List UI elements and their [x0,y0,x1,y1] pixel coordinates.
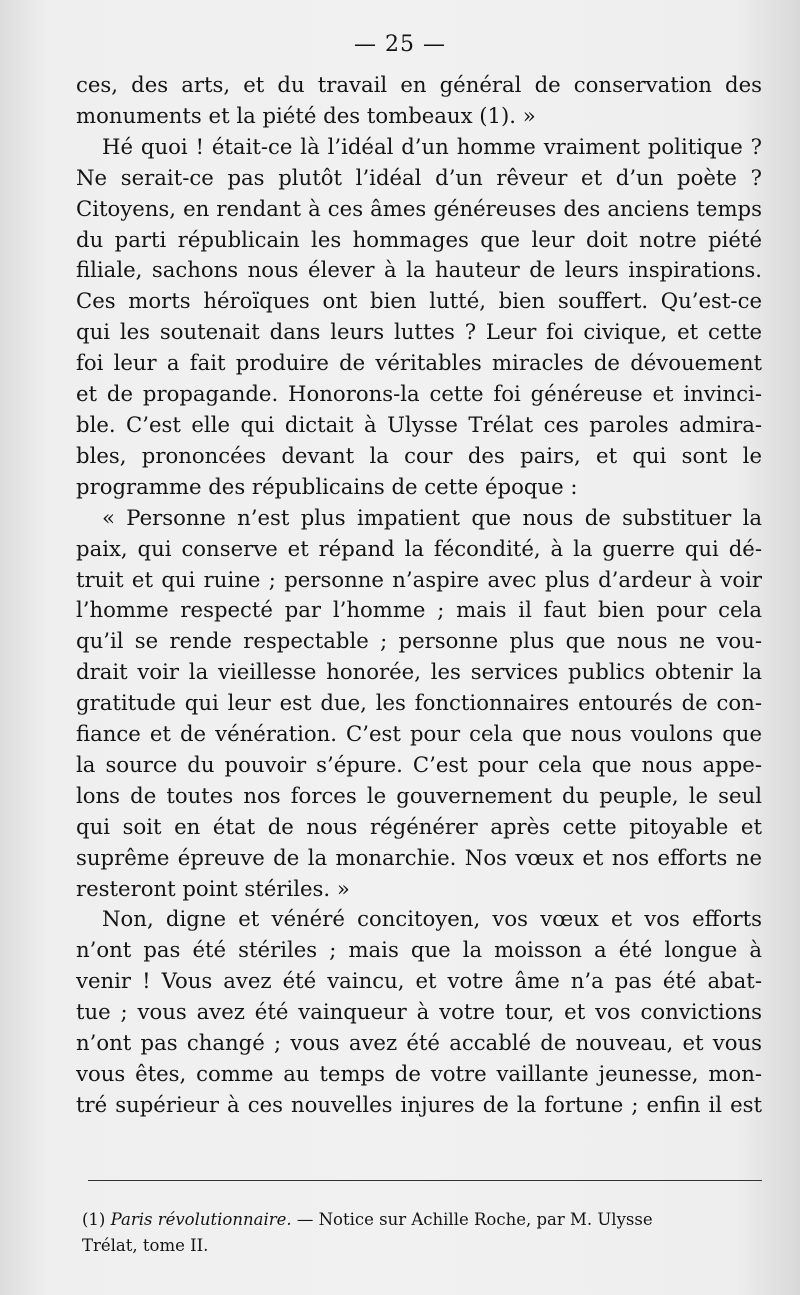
text-line: gratitude qui leur est due, les fonctionnaires entourés de con- [76,690,762,716]
text-line: suprême épreuve de la monarchie. Nos vœux et nos efforts ne [76,844,762,870]
text-line: Hé quoi ! était-ce là l’idéal d’un homme vraiment politique ? [102,133,762,159]
text-line: qui soit en état de nous régénérer après cette pitoyable et [76,813,762,839]
text-line: ble. C’est elle qui dictait à Ulysse Trélat ces paroles admira- [76,411,762,437]
text-line: fiance et de vénération. C’est pour cela que nous voulons que [76,721,762,747]
text-line: filiale, sachons nous élever à la hauteur de leurs inspirations. [76,257,762,283]
footnote-marker: (1) [82,1210,106,1229]
text-line: tue ; vous avez été vainqueur à votre tour, et vos convictions [76,999,762,1025]
text-line: monuments et la piété des tombeaux (1). » [76,102,536,128]
text-line: Citoyens, en rendant à ces âmes généreuses des anciens temps [76,195,762,221]
text-line: qui les soutenait dans leurs luttes ? Leur foi civique, et cette [76,319,762,345]
body-text [76,70,762,1121]
text-line: n’ont pas changé ; vous avez été accablé de nouveau, et vous [76,1030,762,1056]
text-line: lons de toutes nos forces le gouvernement du peuple, le seul [76,782,762,808]
text-line: bles, prononcées devant la cour des pairs, et qui sont le [76,442,762,468]
text-line: n’ont pas été stériles ; mais que la moisson a été longue à [76,937,762,963]
text-line: ces, des arts, et du travail en général de conservation des [76,72,762,97]
footnote-source-detail: — Notice sur Achille Roche, par M. Ulysse [291,1210,653,1229]
text-line: foi leur a fait produire de véritables miracles de dévouement [76,350,762,376]
text-line: la source du pouvoir s’épure. C’est pour cela que nous appe- [76,751,762,777]
footnote-source-title: Paris révolutionnaire. [110,1210,292,1229]
text-line: venir ! Vous avez été vaincu, et votre âme n’a pas été abat- [76,968,762,994]
text-line: « Personne n’est plus impatient que nous de substituer la [102,504,762,530]
footnote-line-2: Trélat, tome II. [82,1236,209,1255]
text-line: qu’il se rende respectable ; personne plus que nous ne vou- [76,628,762,654]
text-line: resteront point stériles. » [76,875,350,901]
text-line: paix, qui conserve et répand la fécondité, à la guerre qui dé- [76,535,762,561]
text-line: et de propagande. Honorons-la cette foi généreuse et invinci- [76,381,762,407]
text-line: Non, digne et vénéré concitoyen, vos vœux et vos efforts [102,906,762,932]
text-line: Ces morts héroïques ont bien lutté, bien souffert. Qu’est-ce [76,288,762,314]
footnote [82,1207,762,1259]
text-line: truit et qui ruine ; personne n’aspire avec plus d’ardeur à voir [76,566,762,592]
page-number: — 25 — [354,32,446,57]
text-line: vous êtes, comme au temps de votre vaillante jeunesse, mon- [76,1061,762,1086]
text-line: Ne serait-ce pas plutôt l’idéal d’un rêveur et d’un poète ? [76,164,762,190]
text-line: du parti républicain les hommages que leur doit notre piété [76,226,762,252]
text-line: tré supérieur à ces nouvelles injures de la fortune ; enfin il est [76,1091,762,1117]
text-line: programme des républicains de cette époque : [76,473,578,499]
footnote-rule [88,1180,762,1181]
text-line: l’homme respecté par l’homme ; mais il faut bien pour cela [76,597,762,623]
footnote-line-1 [82,1207,762,1233]
text-line: drait voir la vieillesse honorée, les services publics obtenir la [76,659,762,685]
